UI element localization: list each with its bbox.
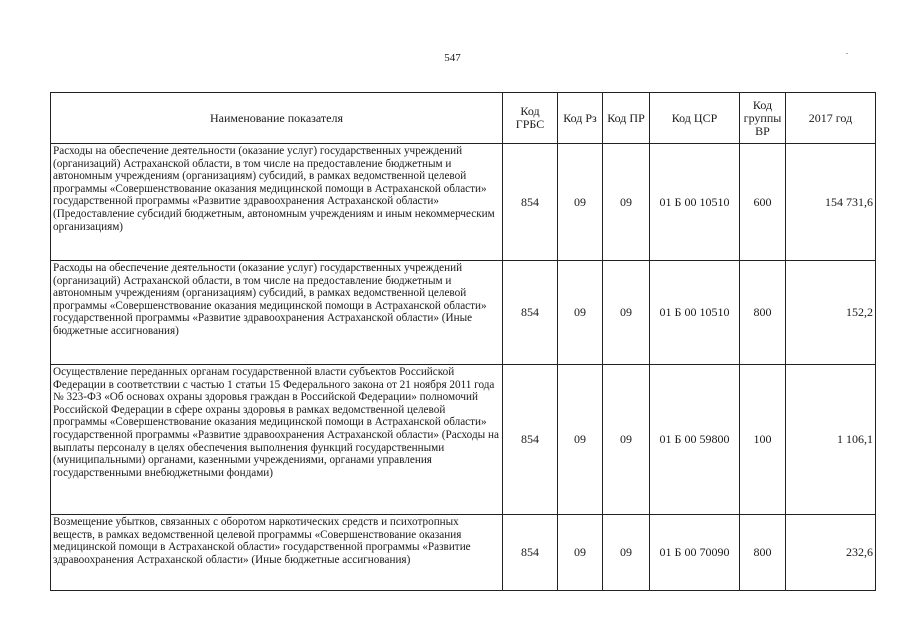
header-csr: Код ЦСР	[650, 93, 740, 144]
row-name: Расходы на обеспечение деятельности (оказание услуг) государственных учреждений (организаций) Астраханской области, в том числе на предоставление бюджетным и автономным учреждениям (организациям) субсидий, в рамках ведомственной целевой программы «Совершенствование оказания медицинской помощи в Астраханской области» государственной программы «Развитие здравоохранения Астраханской области» (Иные бюджетные ассигнования)	[51, 261, 503, 365]
row-rz: 09	[558, 365, 603, 515]
row-vr: 800	[740, 515, 786, 591]
row-vr: 800	[740, 261, 786, 365]
header-rz: Код Рз	[558, 93, 603, 144]
scan-speck	[846, 53, 848, 54]
row-vr: 600	[740, 144, 786, 261]
row-rz: 09	[558, 261, 603, 365]
row-name: Возмещение убытков, связанных с оборотом наркотических средств и психотропных веществ, в рамках ведомственной целевой программы «Совершенствование оказания медицинской помощи в Астраханской области» государственной программы «Развитие здравоохранения Астраханской области» (Иные бюджетные ассигнования)	[51, 515, 503, 591]
header-pr: Код ПР	[603, 93, 650, 144]
row-pr: 09	[603, 365, 650, 515]
page-number: 547	[444, 52, 461, 64]
row-vr: 100	[740, 365, 786, 515]
row-grbs: 854	[503, 261, 558, 365]
row-amount: 152,2	[786, 261, 876, 365]
table-row	[51, 515, 876, 591]
row-amount: 1 106,1	[786, 365, 876, 515]
row-csr: 01 Б 00 10510	[650, 261, 740, 365]
header-name: Наименование показателя	[51, 93, 503, 144]
table-row	[51, 261, 876, 365]
row-amount: 232,6	[786, 515, 876, 591]
row-amount: 154 731,6	[786, 144, 876, 261]
row-csr: 01 Б 00 70090	[650, 515, 740, 591]
row-pr: 09	[603, 261, 650, 365]
row-grbs: 854	[503, 515, 558, 591]
table-row	[51, 144, 876, 261]
row-grbs: 854	[503, 365, 558, 515]
row-name: Расходы на обеспечение деятельности (оказание услуг) государственных учреждений (организаций) Астраханской области, в том числе на предоставление бюджетным и автономным учреждениям (организациям) субсидий, в рамках ведомственной целевой программы «Совершенствование оказания медицинской помощи в Астраханской области» государственной программы «Развитие здравоохранения Астраханской области» (Предоставление субсидий бюджетным, автономным учреждениям и иным некоммерческим организациям)	[51, 144, 503, 261]
row-csr: 01 Б 00 59800	[650, 365, 740, 515]
row-pr: 09	[603, 144, 650, 261]
row-grbs: 854	[503, 144, 558, 261]
row-pr: 09	[603, 515, 650, 591]
table-row	[51, 365, 876, 515]
budget-table	[50, 92, 876, 591]
header-row	[51, 93, 876, 144]
row-name: Осуществление переданных органам государственной власти субъектов Российской Федерации в соответствии с частью 1 статьи 15 Федерального закона от 21 ноября 2011 года № 323-ФЗ «Об основах охраны здоровья граждан в Российской Федерации» полномочий Российской Федерации в сфере охраны здоровья в рамках ведомственной целевой программы «Совершенствование оказания медицинской помощи в Астраханской области» государственной программы «Развитие здравоохранения Астраханской области» (Расходы на выплаты персоналу в целях обеспечения выполнения функций государственными (муниципальными) органами, казенными учреждениями, органами управления государственными внебюджетными фондами)	[51, 365, 503, 515]
header-grbs: Код ГРБС	[503, 93, 558, 144]
row-rz: 09	[558, 144, 603, 261]
header-vr: Код группы ВР	[740, 93, 786, 144]
row-csr: 01 Б 00 10510	[650, 144, 740, 261]
row-rz: 09	[558, 515, 603, 591]
header-year: 2017 год	[786, 93, 876, 144]
